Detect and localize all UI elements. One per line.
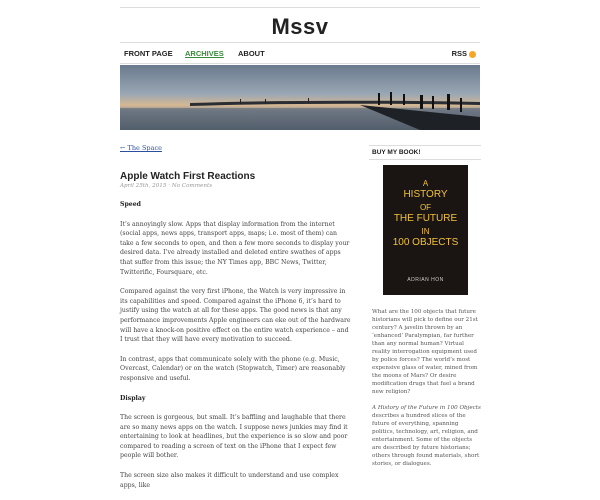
book-cover-line: OF (419, 203, 432, 212)
paragraph: Compared against the very first iPhone, the Watch is very impressive in its capabilities and speed. Compared against the iPhone 6, it’s hard to justify using the watch at all for these apps. The good news is that any performance improvements Apple engineers can eke out of the hardware will have a knock-on positive effect on the entire watch experience – and I trust that they will have every motivation to succeed. (120, 288, 351, 344)
book-blurb (372, 308, 482, 476)
rss-icon (469, 51, 476, 58)
header-banner-image (120, 65, 480, 130)
left-arrow-icon: ← (120, 144, 126, 152)
main-nav (120, 42, 480, 64)
nav-front-page[interactable]: FRONT PAGE (124, 49, 173, 58)
book-cover-image[interactable] (383, 165, 468, 295)
post-title[interactable]: Apple Watch First Reactions (120, 171, 256, 182)
book-cover-line: THE FUTURE (393, 213, 458, 224)
book-blurb-paragraph (372, 404, 482, 468)
book-cover-line: IN (421, 227, 430, 236)
book-cover-line: A (422, 179, 429, 188)
book-author: ADRIAN HON (407, 277, 444, 283)
book-cover-line: 100 OBJECTS (392, 237, 459, 248)
section-heading: Display (120, 394, 146, 402)
section-heading: Speed (120, 201, 141, 208)
sidebar-title: BUY MY BOOK! (369, 145, 481, 160)
paragraph: In contrast, apps that communicate solely with the phone (e.g. Music, Overcast, Calendar) or on the watch (Stopwatch, Timer) are reasonably responsive and useful. (120, 355, 346, 382)
nav-archives[interactable]: ARCHIVES (185, 49, 224, 58)
paragraph: The screen is gorgeous, but small. It’s baffling and laughable that there are so many news apps on the watch. I suppose news junkies may find it entertaining to look at headlines, but the experience is so slow and poor compared to reading a screen of text on the iPhone that I expect few people will bother. (120, 414, 348, 460)
book-blurb-text: describes a hundred slices of the future of everything, spanning politics, technology, art, religion, and entertainment. Some of the objects are described by future historians; others through found materials, short stories, or dialogues. (372, 413, 480, 467)
top-divider (120, 7, 480, 8)
rss-link[interactable] (452, 49, 476, 58)
book-blurb-paragraph: What are the 100 objects that future historians will pick to define our 21st century? A javelin thrown by an ‘enhanced’ Paralympian, far further than any normal human? Virtual reality interrogation equipment used by police forces? The world’s most expensive glass of water, mined from the moons of Mars? Or desire modification drugs that fuel a brand new religion? (372, 309, 478, 395)
previous-post-label: The Space (127, 144, 162, 152)
post-meta: April 25th, 2015 · No Comments (120, 183, 213, 189)
post-content (120, 200, 352, 500)
previous-post-link[interactable] (120, 144, 162, 152)
book-cover-line: HISTORY (403, 189, 448, 200)
sidebar (369, 145, 481, 467)
paragraph: The screen size also makes it difficult to understand and use complex apps, like (120, 472, 339, 489)
paragraph: It’s annoyingly slow. Apps that display information from the internet (social apps, news apps, transport apps, maps; i.e. most of them) can take a few seconds to open, and then a few more seconds to display your desired data. I’ve already installed and deleted entire swathes of apps that suffer from this issue; the NY Times app, BBC News, Twitter, Twitterific, Foursquare, etc. (120, 220, 350, 276)
rss-label: RSS (451, 49, 467, 58)
nav-about[interactable]: ABOUT (238, 49, 265, 58)
book-title-emphasis: A History of the Future in 100 Objects (372, 405, 481, 411)
site-title[interactable]: Mssv (271, 14, 329, 39)
